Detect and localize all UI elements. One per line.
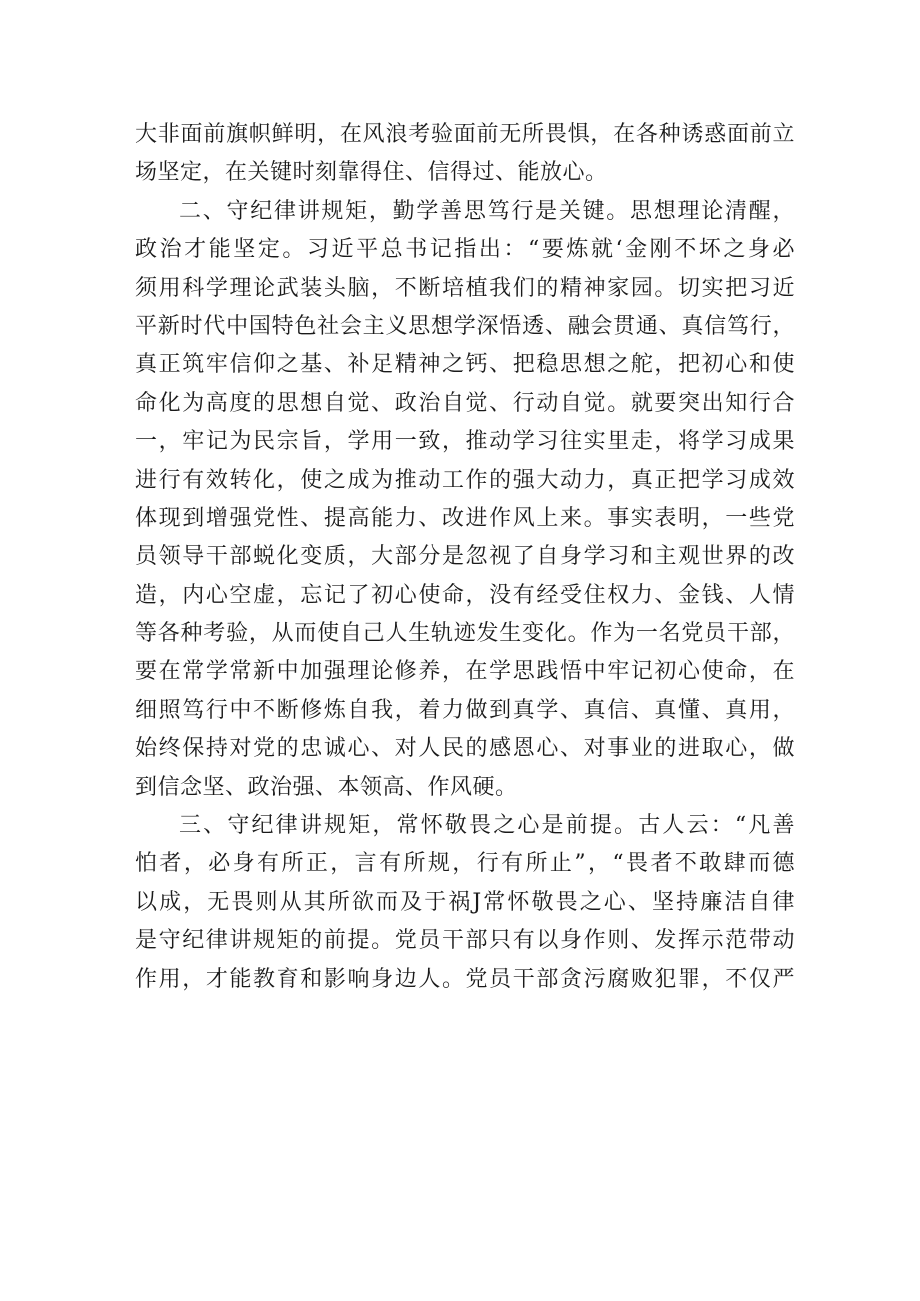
section-3-heading-line: 三、守纪律讲规矩，常怀敬畏之心是前提。古人云：“凡善 xyxy=(179,813,795,839)
text-line: 要在常学常新中加强理论修养，在学思践悟中牢记初心使命，在 xyxy=(135,659,795,685)
text-line: 大非面前旗帜鲜明，在风浪考验面前无所畏惧，在各种诱惑面前立 xyxy=(135,122,795,147)
text-line: 是守纪律讲规矩的前提。党员干部只有以身作则、发挥示范带动 xyxy=(135,928,795,954)
text-line: 真正筑牢信仰之基、补足精神之钙、把稳思想之舵，把初心和使 xyxy=(135,352,795,378)
text-line: 员领导干部蜕化变质，大部分是忽视了自身学习和主观世界的改 xyxy=(135,544,795,570)
section-2-heading-line: 二、守纪律讲规矩，勤学善思笃行是关键。思想理论清醒， xyxy=(179,198,795,224)
text-line: 怕者，必身有所正，言有所规，行有所止”，“畏者不敢肆而德 xyxy=(135,851,795,877)
document-body xyxy=(135,116,795,999)
text-line: 一，牢记为民宗旨，学用一致，推动学习往实里走，将学习成果 xyxy=(135,429,795,455)
text-line: 始终保持对党的忠诚心、对人民的感恩心、对事业的进取心，做 xyxy=(135,736,795,762)
text-line: 须用科学理论武装头脑，不断培植我们的精神家园。切实把习近 xyxy=(135,275,795,301)
text-line: 平新时代中国特色社会主义思想学深悟透、融会贯通、真信笃行， xyxy=(135,313,795,339)
text-line: 作用，才能教育和影响身边人。党员干部贪污腐败犯罪，不仅严 xyxy=(135,966,795,992)
text-line: 细照笃行中不断修炼自我，着力做到真学、真信、真懂、真用， xyxy=(135,697,795,723)
text-line: 进行有效转化，使之成为推动工作的强大动力，真正把学习成效 xyxy=(135,467,795,493)
text-line: 等各种考验，从而使自己人生轨迹发生变化。作为一名党员干部， xyxy=(135,621,795,647)
text-line: 政治才能坚定。习近平总书记指出：“要炼就‘金刚不坏之身必 xyxy=(135,237,795,263)
text-line: 到信念坚、政治强、本领高、作风硬。 xyxy=(135,774,518,800)
text-line: 以成，无畏则从其所欲而及于祸J常怀敬畏之心、坚持廉洁自律 xyxy=(135,889,795,915)
text-line: 体现到增强党性、提高能力、改进作风上来。事实表明，一些党 xyxy=(135,505,795,531)
text-line: 命化为高度的思想自觉、政治自觉、行动自觉。就要突出知行合 xyxy=(135,390,795,416)
text-line: 造，内心空虚，忘记了初心使命，没有经受住权力、金钱、人情 xyxy=(135,582,795,608)
text-line: 场坚定，在关键时刻靠得住、信得过、能放心。 xyxy=(135,160,608,186)
